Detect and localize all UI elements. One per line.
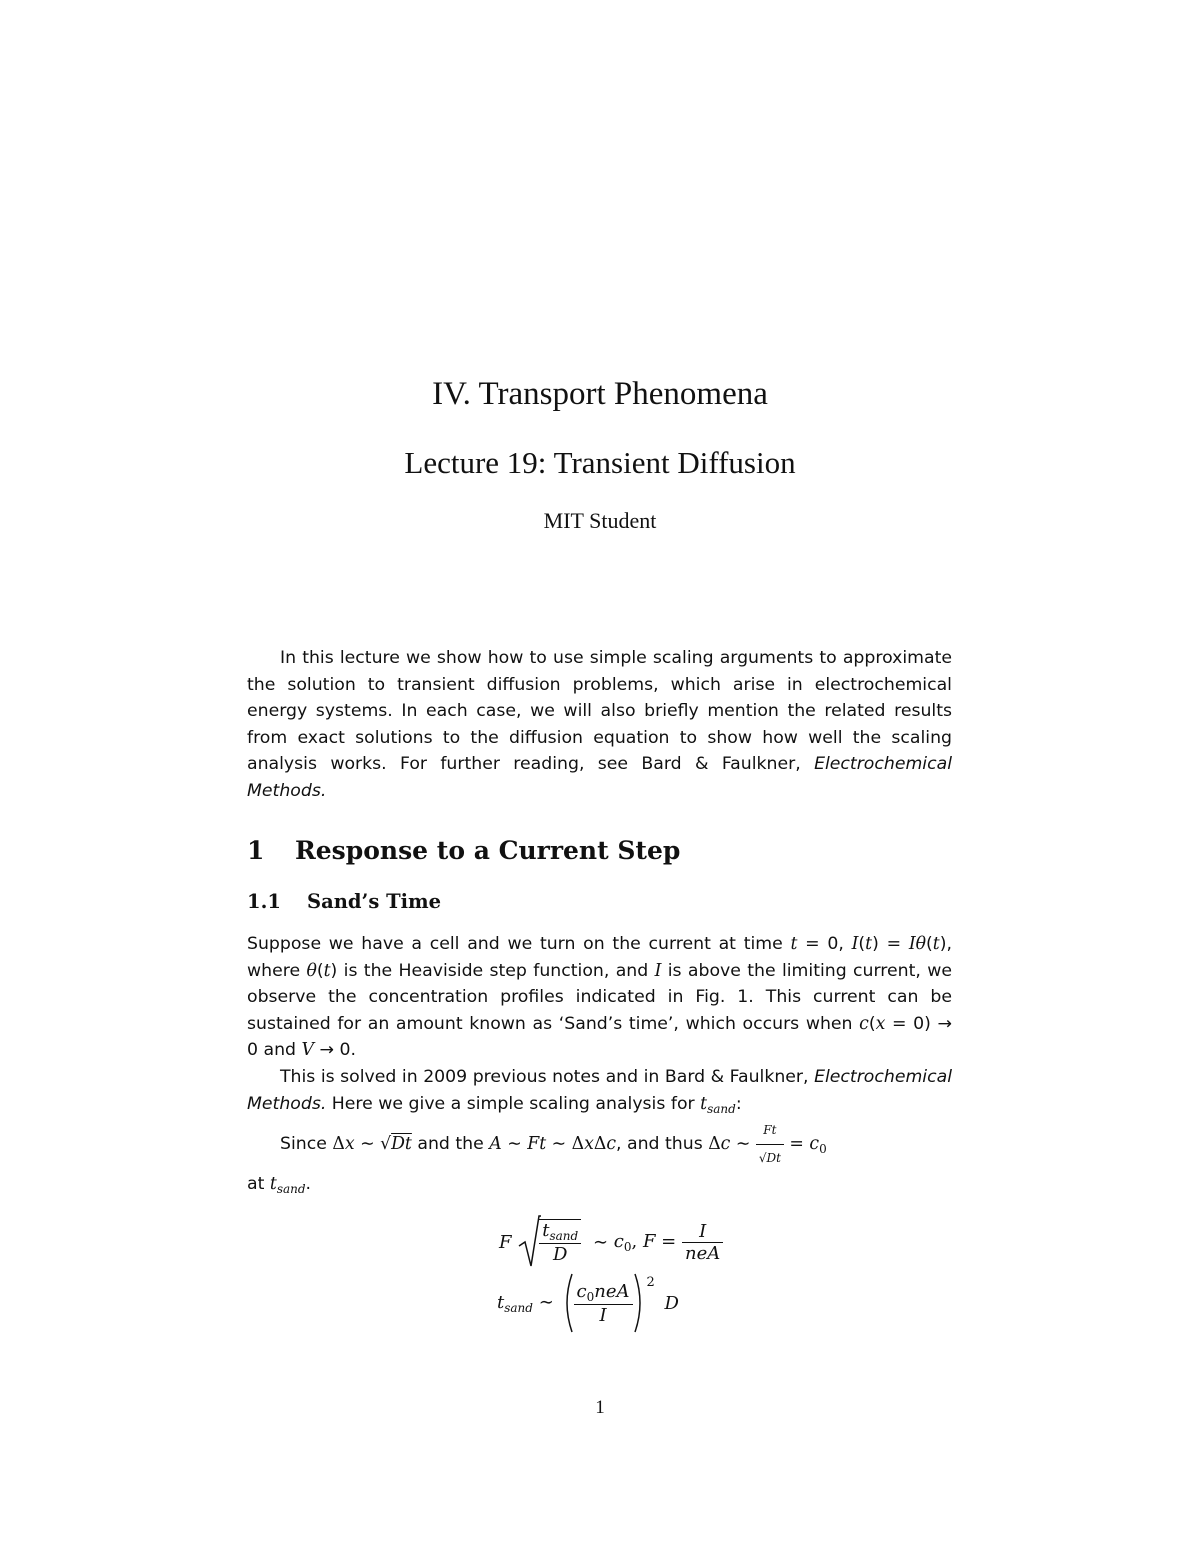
p1-text-d: is above the limiting current, we observe the concentration profiles indicated in Fig. 1. This current can be sustained for an amount known as ‘Sand’s time’, which occurs when <box>247 960 952 1034</box>
p3-text-c: , and thus <box>616 1134 709 1155</box>
p2-book-title: Electrochemical Methods. <box>247 1067 952 1114</box>
math-theta: θ <box>306 960 317 981</box>
author-name: MIT Student <box>543 508 657 533</box>
p3-text-b: and the <box>411 1134 490 1155</box>
p2-text-a: This is solved in 2009 previous notes and in Bard & Faulkner, <box>280 1067 815 1087</box>
p1-text-e: and <box>258 1040 302 1061</box>
equation-1: F $\frac{t_{sand}}{D}$ ∼ $c_0$, F = $\frac{I}{\text{neA}}$ <box>499 1214 723 1270</box>
lecture-title: Lecture 19: Transient Diffusion <box>404 445 796 480</box>
abstract-book-title: Electrochemical Methods. <box>247 754 952 801</box>
abstract-text: In this lecture we show how to use simple scaling arguments to approximate the solution to transient diffusion problems, which arise in electrochemical energy systems. In each case, we will also briefly mention the related results from exact solutions to the diffusion equation to show how well the scaling analysis works. For further reading, see Bard & Faulkner, <box>247 648 952 775</box>
math-t-eq-0: t <box>790 934 798 954</box>
right-paren-icon <box>633 1272 647 1334</box>
math-V: V <box>301 1040 314 1061</box>
math-t-sand: $t_{sand}$ <box>700 1093 736 1116</box>
section-title: Response to a Current Step <box>295 836 681 865</box>
math-at-t-sand: $t_{sand}$ <box>269 1174 306 1197</box>
section-heading <box>247 836 680 865</box>
page-number: 1 <box>595 1397 605 1418</box>
equation-2: $t_{sand}$ ∼ $\frac{c_0neA}{I}$ $^2$ D <box>497 1272 679 1334</box>
sqrt-sign-icon <box>517 1214 541 1270</box>
left-paren-icon <box>560 1272 574 1334</box>
p1-text-a: Suppose we have a cell and we turn on the current at time <box>247 934 791 954</box>
paragraph-sand-time: Suppose we have a cell and we turn on the current at time t = 0, I(t) = Iθ(t), where θ(t) is the Heaviside step function, and I is above the limiting current, we observe the concentration profiles indicated in Fig. 1. This current can be sustained for an amount known as ‘Sand’s time’, which occurs when c(x = 0) → 0 and V → 0. <box>247 934 953 1061</box>
math-dc: Δc <box>708 1134 731 1155</box>
subsection-title: Sand’s Time <box>307 890 442 913</box>
subsection-heading <box>247 890 441 913</box>
p3-text-d: at <box>247 1174 270 1195</box>
abstract <box>247 645 952 805</box>
p3-text-a: Since <box>280 1134 333 1155</box>
part-title: IV. Transport Phenomena <box>432 376 768 412</box>
paragraph-solved: This is solved in 2009 previous notes and in Bard & Faulkner, Electrochemical Methods. Here we give a simple scaling analysis for $t_{sand}$: <box>247 1067 952 1116</box>
p2-text-b: Here we give a simple scaling analysis for <box>326 1093 701 1114</box>
math-A: A <box>489 1134 502 1155</box>
p1-text-c: is the Heaviside step function, and <box>337 960 655 981</box>
math-dx-sqrt: Δx <box>332 1134 355 1155</box>
section-number: 1 <box>247 836 265 865</box>
subsection-number: 1.1 <box>247 890 281 913</box>
math-c-x0: c <box>859 1013 869 1034</box>
math-current-step: I <box>851 934 859 954</box>
math-I: I <box>654 960 662 981</box>
p1-text-b: , where <box>247 934 952 981</box>
math-frac-ft-sqrtdt: $\frac{Ft}{√Dt}$ <box>756 1117 784 1171</box>
paragraph-since: Since Δx ∼ √Dt and the A ∼ Ft ∼ ΔxΔc, and thus Δc ∼ $\frac{Ft}{√Dt}$ = $c_0$ at $t_{sand}$. <box>247 1117 952 1203</box>
